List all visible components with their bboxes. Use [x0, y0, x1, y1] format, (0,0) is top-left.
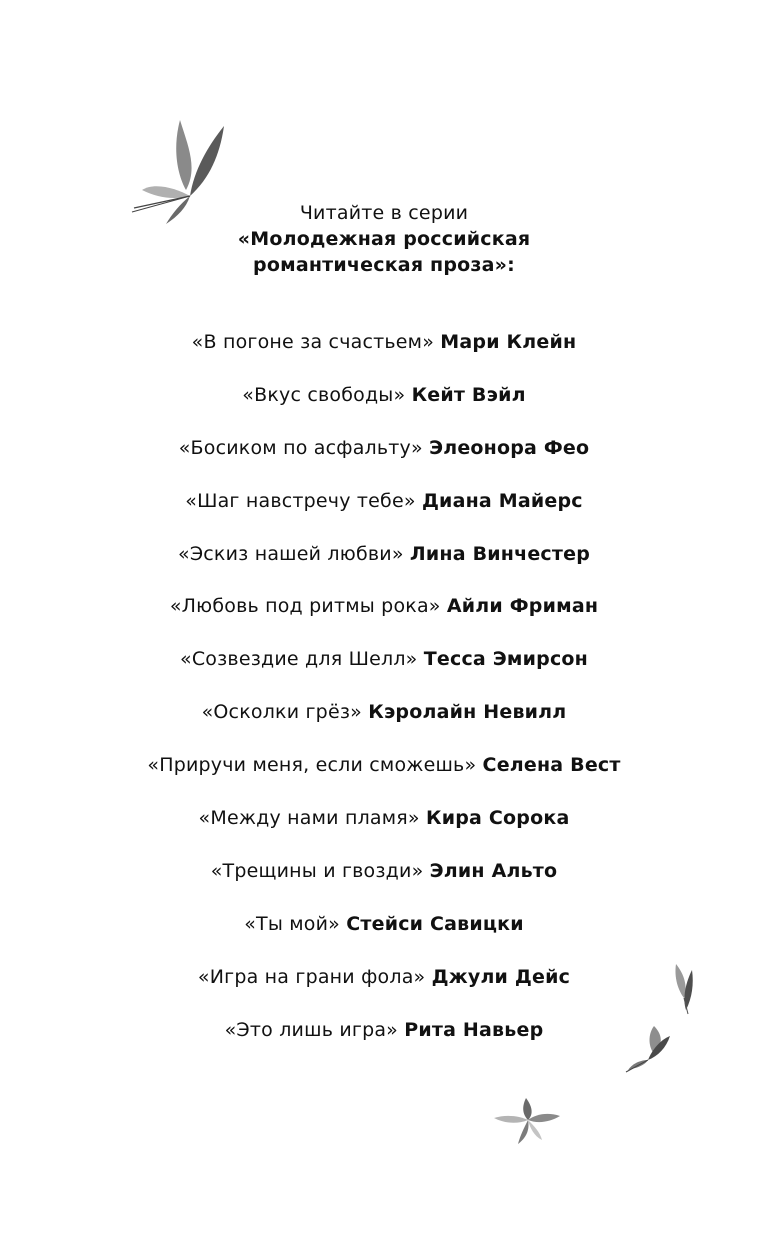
book-author: Кэролайн Невилл [368, 701, 567, 724]
book-title: «Любовь под ритмы рока» [169, 595, 441, 618]
book-author: Элин Альто [429, 859, 558, 882]
book-title: «Это лишь игра» [224, 1018, 398, 1041]
book-author: Диана Майерс [421, 489, 583, 512]
butterfly-icon [492, 1096, 562, 1146]
list-item [0, 541, 768, 594]
list-item [0, 699, 768, 752]
book-title: «Вкус свободы» [242, 383, 406, 406]
list-item [0, 858, 768, 911]
list-item [0, 435, 768, 488]
book-author: Тесса Эмирсон [423, 648, 588, 671]
book-list [0, 329, 768, 1069]
book-author: Мари Клейн [440, 331, 577, 353]
book-title: «Босиком по асфальту» [178, 436, 423, 459]
book-title: «Приручи меня, если сможешь» [147, 754, 477, 777]
book-author: Джули Дейс [431, 965, 571, 988]
book-author: Элеонора Фео [429, 436, 590, 459]
list-item [0, 805, 768, 858]
list-item [0, 752, 768, 805]
list-item [0, 964, 768, 1017]
book-title: «Игра на грани фола» [197, 965, 426, 988]
book-title: «Шаг навстречу тебе» [185, 489, 416, 512]
book-author: Селена Вест [482, 754, 621, 777]
series-title-continued: романтическая проза»: [253, 254, 515, 276]
list-item [0, 329, 768, 382]
book-author: Айли Фриман [446, 595, 599, 618]
book-title: «Ты мой» [244, 912, 340, 935]
book-title: «Эскиз нашей любви» [178, 542, 404, 565]
list-item [0, 911, 768, 964]
book-author: Стейси Савицки [346, 912, 524, 935]
book-title: «Созвездие для Шелл» [180, 648, 418, 671]
list-item [0, 593, 768, 646]
book-title: «Трещины и гвозди» [210, 859, 424, 882]
series-title: «Молодежная российская [237, 228, 531, 250]
list-item [0, 382, 768, 435]
series-intro: Читайте в серии [299, 202, 469, 224]
list-item [0, 488, 768, 541]
book-author: Кейт Вэйл [411, 383, 526, 406]
book-author: Кира Сорока [426, 807, 570, 830]
list-item [0, 646, 768, 699]
book-title: «В погоне за счастьем» [191, 331, 435, 353]
book-title: «Осколки грёз» [201, 701, 362, 724]
list-item [0, 1017, 768, 1070]
book-title: «Между нами пламя» [198, 807, 420, 830]
book-author: Лина Винчестер [409, 542, 590, 565]
book-author: Рита Навьер [404, 1018, 544, 1041]
